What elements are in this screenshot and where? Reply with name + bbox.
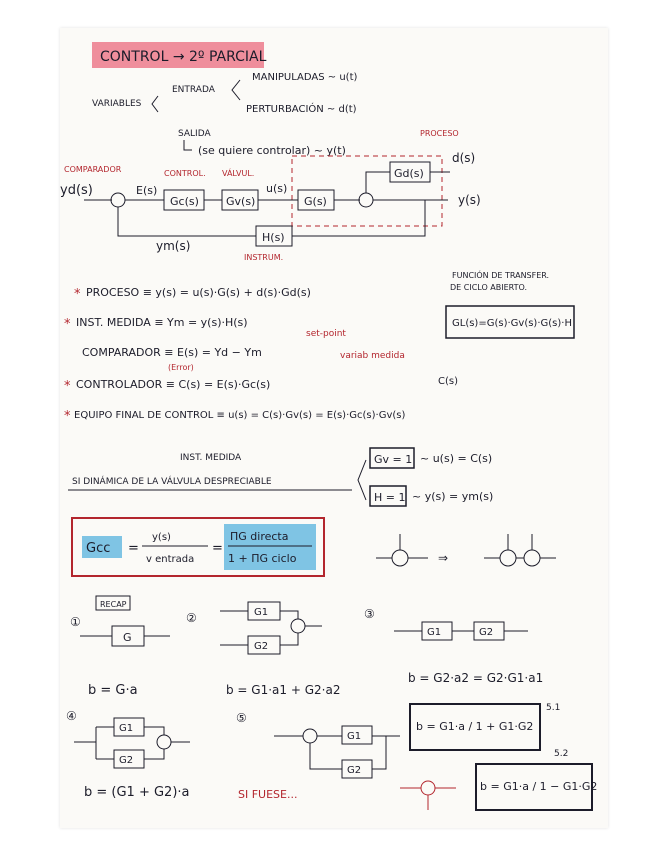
inst-medida-eq: INST. MEDIDA ≡ Ym = y(s)·H(s): [76, 316, 248, 329]
case4-g1-label: G1: [119, 723, 134, 734]
case3-g2-label: G2: [479, 627, 494, 638]
case4-junction: [157, 735, 171, 749]
case-number: ③: [364, 607, 375, 621]
dynamics-text: SI DINÁMICA DE LA VÁLVULA DESPRECIABLE: [72, 477, 272, 487]
case3-result: b = G2·a2 = G2·G1·a1: [408, 671, 544, 685]
ds-label: d(s): [452, 151, 476, 165]
gcc-num: y(s): [152, 532, 171, 543]
case1-g-label: G: [123, 631, 132, 644]
h-label: H(s): [262, 231, 285, 244]
equipo-final-eq: EQUIPO FINAL DE CONTROL ≡ u(s) = C(s)·Gv(s) = E(s)·Gc(s)·Gv(s): [74, 410, 406, 421]
case2-g2-label: G2: [254, 641, 269, 652]
case4-g2-label: G2: [119, 755, 134, 766]
case51-tag: 5.1: [546, 703, 561, 713]
case5-arrows: [274, 736, 400, 769]
gv1-result: ~ u(s) = C(s): [420, 452, 493, 465]
bullet-star: *: [74, 287, 81, 302]
open-loop-heading-2: DE CICLO ABIERTO.: [450, 283, 528, 292]
bullet-star: *: [64, 409, 71, 424]
case4-result: b = (G1 + G2)·a: [84, 785, 190, 800]
sum-junction: [392, 550, 408, 566]
case51-result: b = G1·a / 1 + G1·G2: [416, 720, 534, 733]
es-label: E(s): [136, 184, 158, 197]
variab-medida-label: variab medida: [340, 351, 405, 361]
disturbance-junction: [359, 193, 373, 207]
equals-sign: =: [128, 541, 139, 556]
comparador-tag: COMPARADOR: [64, 165, 122, 174]
us-label: u(s): [266, 182, 288, 195]
gv-label: Gv(s): [226, 195, 256, 208]
manipuladas-label: MANIPULADAS ~ u(t): [252, 72, 358, 83]
control-tag: CONTROL.: [164, 169, 206, 178]
inst-medida-note: INST. MEDIDA: [180, 453, 242, 463]
case2-result: b = G1·a1 + G2·a2: [226, 683, 341, 697]
case2-arrows: [220, 611, 322, 645]
proceso-eq: PROCESO ≡ y(s) = u(s)·G(s) + d(s)·Gd(s): [86, 286, 311, 299]
minus-junction-arrows: [400, 788, 456, 810]
sum-junction-arrows: [484, 534, 556, 558]
case1-result: b = G·a: [88, 683, 138, 698]
ym-label: ym(s): [156, 239, 191, 253]
comparador-eq: COMPARADOR ≡ E(s) = Yd − Ym: [82, 346, 262, 359]
entrada-label: ENTRADA: [172, 85, 215, 95]
variables-label: VARIABLES: [92, 99, 142, 109]
gcc-lhs: Gcc: [86, 541, 111, 556]
gcc-den: v entrada: [146, 554, 195, 565]
case-number: ①: [70, 615, 81, 629]
recap-label: RECAP: [100, 600, 127, 609]
entrada-bracket: [232, 80, 240, 100]
sum-junction: [500, 550, 516, 566]
case2-junction: [291, 619, 305, 633]
ym-line: [118, 207, 256, 236]
implies-arrow: ⇒: [438, 551, 449, 565]
salida-note: (se quiere controlar) ~ y(t): [198, 144, 346, 157]
variables-bracket: [152, 96, 158, 112]
case-number: ⑤: [236, 711, 247, 725]
case5-g1-label: G1: [347, 731, 362, 742]
case5-junction: [303, 729, 317, 743]
sum-junction: [524, 550, 540, 566]
gv1-label: Gv = 1: [374, 453, 413, 466]
comparator-junction: [111, 193, 125, 207]
cs-over-label: C(s): [438, 376, 458, 387]
notebook-page: [60, 28, 608, 828]
case52-result: b = G1·a / 1 − G1·G2: [480, 780, 598, 793]
proceso-tag: PROCESO: [420, 129, 459, 138]
case2-g1-label: G1: [254, 607, 269, 618]
gd-label: Gd(s): [394, 167, 424, 180]
minus-junction: [421, 781, 435, 795]
dynamics-bracket: [358, 460, 366, 500]
controlador-eq: CONTROLADOR ≡ C(s) = E(s)·Gc(s): [76, 378, 271, 391]
set-point-label: set-point: [306, 329, 346, 339]
perturbacion-label: PERTURBACIÓN ~ d(t): [246, 104, 357, 115]
case52-tag: 5.2: [554, 749, 569, 759]
salida-arrow: [184, 140, 192, 150]
h1-result: ~ y(s) = ym(s): [412, 490, 494, 503]
equals-sign: =: [212, 541, 223, 556]
case3-g1-label: G1: [427, 627, 442, 638]
yd-label: yd(s): [60, 183, 93, 198]
bullet-star: *: [64, 317, 71, 332]
open-loop-formula: GL(s)=G(s)·Gv(s)·G(s)·H: [452, 318, 572, 329]
page-title: CONTROL → 2º PARCIAL: [100, 49, 267, 65]
bullet-star: *: [64, 379, 71, 394]
pi-num: ΠG directa: [230, 530, 289, 543]
case-number: ②: [186, 611, 197, 625]
gc-label: Gc(s): [170, 195, 199, 208]
gd-out-line: [366, 172, 390, 193]
error-label: (Error): [168, 363, 194, 372]
sum-junction-arrows: [376, 534, 428, 558]
valvula-tag: VÁLVUL.: [222, 169, 255, 178]
open-loop-heading-1: FUNCIÓN DE TRANSFER.: [452, 271, 550, 280]
case-number: ④: [66, 709, 77, 723]
handwritten-notes: [60, 28, 608, 828]
g-label: G(s): [304, 195, 327, 208]
case5-g2-label: G2: [347, 765, 362, 776]
h1-label: H = 1: [374, 491, 406, 504]
ys-label: y(s): [458, 193, 481, 207]
si-fuese-label: SI FUESE...: [238, 788, 298, 801]
salida-label: SALIDA: [178, 129, 211, 139]
pi-den: 1 + ΠG ciclo: [228, 552, 297, 565]
instrum-tag: INSTRUM.: [244, 253, 284, 262]
